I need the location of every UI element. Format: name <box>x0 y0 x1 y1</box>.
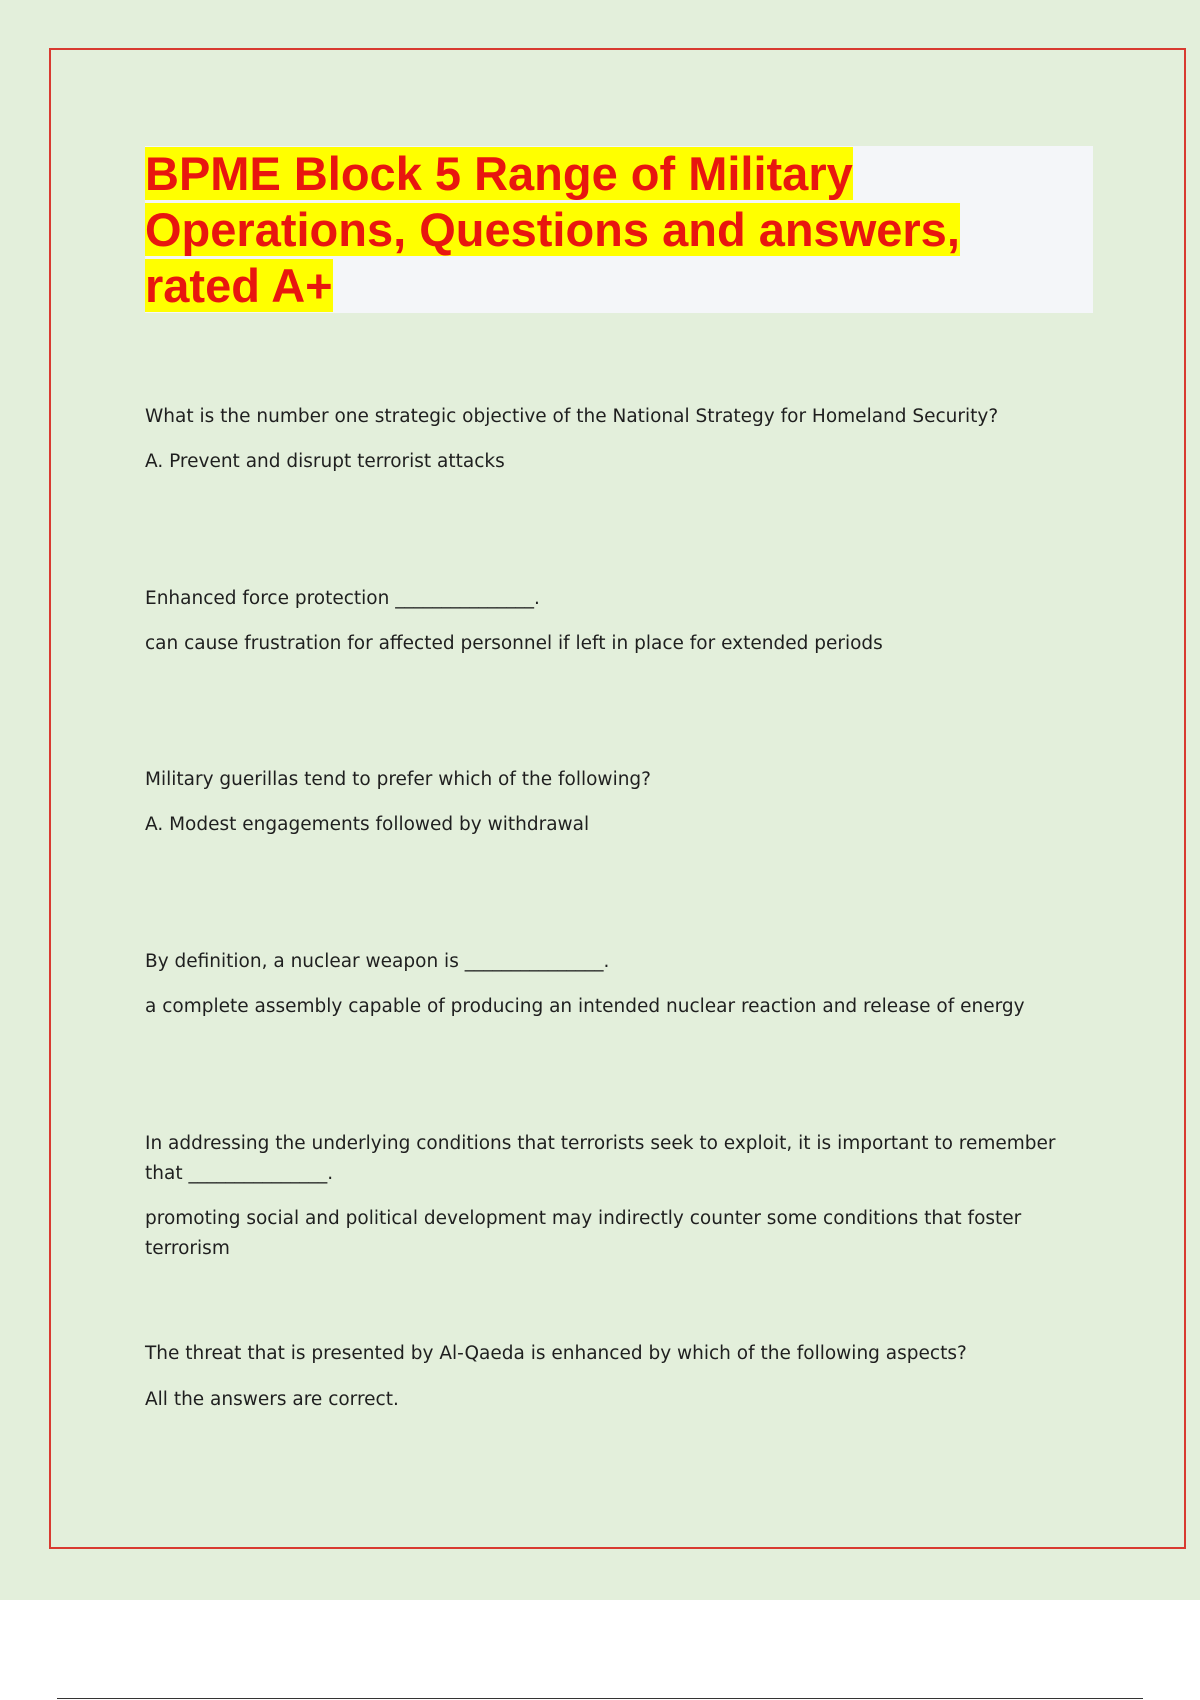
question-1: What is the number one strategic objective of the National Strategy for Homeland Security? <box>145 406 999 427</box>
footer-divider <box>57 1698 1143 1699</box>
question-4: By definition, a nuclear weapon is _______________. <box>145 951 610 972</box>
question-3: Military guerillas tend to prefer which of the following? <box>145 769 651 790</box>
answer-4: a complete assembly capable of producing an intended nuclear reaction and release of energy <box>145 996 1025 1017</box>
answer-3: A. Modest engagements followed by withdrawal <box>145 814 590 835</box>
answer-5: promoting social and political development may indirectly counter some conditions that foster terrorism <box>145 1208 1022 1259</box>
document-title: BPME Block 5 Range of Military Operations, Questions and answers, rated A+ <box>145 147 960 312</box>
answer-6: All the answers are correct. <box>145 1389 399 1410</box>
answer-1: A. Prevent and disrupt terrorist attacks <box>145 451 505 472</box>
question-2: Enhanced force protection _______________. <box>145 588 540 609</box>
question-6: The threat that is presented by Al-Qaeda is enhanced by which of the following aspects? <box>145 1343 967 1364</box>
answer-2: can cause frustration for affected personnel if left in place for extended periods <box>145 633 883 654</box>
question-5: In addressing the underlying conditions that terrorists seek to exploit, it is important to remember that _______________. <box>145 1133 1056 1184</box>
